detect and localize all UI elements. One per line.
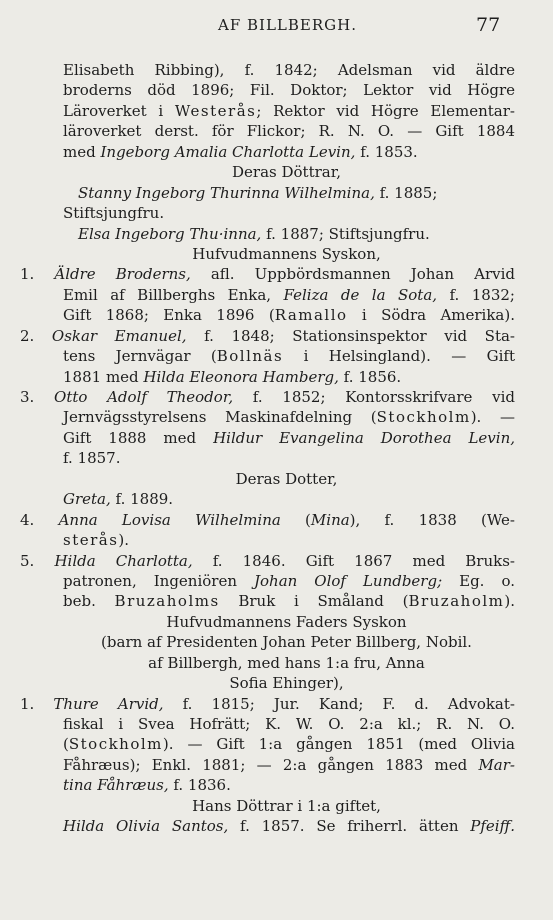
text-run: ; Rektor vid Högre Elementar- bbox=[256, 101, 515, 120]
text-line bbox=[0, 326, 553, 346]
text-line bbox=[0, 183, 553, 203]
text-run: 1. bbox=[20, 265, 55, 284]
text-run: Deras Döttrar, bbox=[232, 163, 341, 182]
text-run: 2. bbox=[20, 326, 52, 345]
italic-name: Äldre Broderns, bbox=[54, 265, 191, 284]
text-line bbox=[0, 448, 553, 468]
text-run: patronen, Ingeniören bbox=[63, 571, 254, 590]
text-run: beb. bbox=[63, 592, 115, 611]
text-run: med bbox=[63, 142, 101, 161]
spaced-place-name: sterås bbox=[63, 531, 119, 550]
italic-name: tina Fåhræus, bbox=[63, 776, 169, 795]
italic-name: Hilda Eleonora Hamberg, bbox=[143, 367, 339, 386]
text-line bbox=[0, 407, 553, 427]
page-number: 77 bbox=[476, 14, 501, 36]
text-run: f. 1857. bbox=[63, 449, 121, 468]
text-line bbox=[0, 367, 553, 387]
text-line bbox=[0, 305, 553, 325]
text-line bbox=[0, 469, 553, 489]
text-run: broderns död 1896; Fil. Doktor; Lektor vid Högre bbox=[63, 81, 515, 100]
italic-name: Greta, bbox=[63, 490, 111, 509]
text-run: f. 1885; bbox=[374, 183, 438, 202]
spaced-place-name: Bollnäs bbox=[216, 347, 284, 366]
running-header bbox=[0, 8, 553, 38]
text-run: f. 1848; Stationsinspektor vid Sta- bbox=[186, 326, 515, 345]
text-run: Gift 1888 med bbox=[63, 428, 214, 447]
italic-name: Elsa Ingeborg Thu·inna, bbox=[78, 224, 262, 243]
text-line bbox=[0, 632, 553, 652]
text-line bbox=[0, 264, 553, 284]
text-run: f. 1853. bbox=[355, 142, 418, 161]
text-line bbox=[0, 203, 553, 223]
text-run: f. 1815; Jur. Kand; F. d. Advokat- bbox=[163, 694, 515, 713]
text-run: f. 1856. bbox=[338, 367, 402, 386]
italic-name: Hildur Evangelina Dorothea Levin, bbox=[213, 428, 515, 447]
header-title: AF BILLBERGH. bbox=[218, 16, 357, 34]
text-line bbox=[0, 162, 553, 182]
italic-name: Johan Olof Lundberg; bbox=[253, 571, 443, 590]
text-run: afl. Uppbördsmannen Johan Arvid bbox=[190, 265, 515, 284]
text-run: Eg. o. bbox=[442, 571, 515, 590]
text-run: f. 1846. Gift 1867 med Bruks- bbox=[192, 551, 515, 570]
text-line bbox=[0, 714, 553, 734]
text-line bbox=[0, 244, 553, 264]
text-line bbox=[0, 694, 553, 714]
text-run: fiskal i Svea Hofrätt; K. W. O. 2:a kl.; R. N. O. bbox=[63, 715, 515, 733]
spaced-place-name: Westerås bbox=[174, 101, 257, 120]
text-run: 1. bbox=[20, 694, 54, 713]
italic-name: Pfeiff. bbox=[470, 817, 515, 836]
text-line bbox=[0, 591, 553, 611]
text-line bbox=[0, 734, 553, 754]
text-line bbox=[0, 80, 553, 100]
text-run: f. 1887; Stiftsjungfru. bbox=[261, 224, 430, 243]
text-run: f. 1852; Kontorsskrifvare vid bbox=[233, 388, 515, 406]
text-run: 4. bbox=[20, 510, 59, 529]
text-run: f. 1857. Se friherrl. ätten bbox=[228, 817, 471, 836]
text-line bbox=[0, 489, 553, 509]
text-run: i Södra Amerika). bbox=[347, 306, 516, 325]
italic-name: Stanny Ingeborg Thurinna Wilhelmina, bbox=[78, 183, 375, 202]
text-line bbox=[0, 755, 553, 775]
text-run: 3. bbox=[20, 388, 55, 406]
text-run: läroverket derst. för Flickor; R. N. O. — Gift 1884 bbox=[63, 122, 515, 141]
text-line bbox=[0, 796, 553, 816]
text-run: af Billbergh, med hans 1:a fru, Anna bbox=[148, 653, 425, 672]
italic-name: Hilda Olivia Santos, bbox=[63, 817, 229, 836]
text-line bbox=[0, 775, 553, 795]
spaced-place-name: Stockholm bbox=[376, 408, 471, 427]
text-run: 1881 med bbox=[63, 367, 144, 386]
text-line bbox=[0, 571, 553, 591]
italic-name: Mar- bbox=[478, 755, 515, 774]
spaced-place-name: Bruzaholms bbox=[114, 592, 220, 611]
text-line bbox=[0, 673, 553, 693]
text-line bbox=[0, 551, 553, 571]
text-run: Sofia Ehinger), bbox=[229, 674, 344, 693]
italic-name: Ingeborg Amalia Charlotta Levin, bbox=[100, 142, 356, 161]
text-line bbox=[0, 224, 553, 244]
text-line bbox=[0, 121, 553, 141]
text-line bbox=[0, 142, 553, 162]
text-run: Fåhræus); Enkl. 1881; — 2:a gången 1883 med bbox=[63, 755, 479, 774]
text-line bbox=[0, 612, 553, 632]
text-run: ). bbox=[504, 592, 515, 611]
italic-name: Mina bbox=[310, 510, 350, 529]
text-line bbox=[0, 101, 553, 121]
spaced-place-name: Ramallo bbox=[274, 306, 348, 325]
text-line bbox=[0, 530, 553, 550]
text-line bbox=[0, 653, 553, 673]
text-run: ( bbox=[280, 510, 311, 529]
spaced-place-name: Stockholm bbox=[68, 735, 163, 754]
text-run: ), f. 1838 (We- bbox=[349, 510, 515, 529]
text-run: Jernvägsstyrelsens Maskinafdelning ( bbox=[63, 408, 377, 427]
text-run: f. 1832; bbox=[437, 285, 515, 304]
text-run: i Helsingland). — Gift bbox=[283, 347, 515, 366]
text-line bbox=[0, 510, 553, 530]
text-run: ). — bbox=[470, 408, 515, 427]
text-run: (barn af Presidenten Johan Peter Billberg, Nobil. bbox=[101, 633, 472, 652]
body-text bbox=[0, 60, 553, 837]
spaced-place-name: Bruzaholm bbox=[408, 592, 505, 611]
text-run: ). — Gift 1:a gången 1851 (med Olivia bbox=[162, 735, 515, 754]
text-line bbox=[0, 346, 553, 366]
text-run: Hans Döttrar i 1:a giftet, bbox=[192, 796, 381, 815]
italic-name: Hilda Charlotta, bbox=[54, 551, 193, 570]
text-line bbox=[0, 816, 553, 836]
text-run: 5. bbox=[20, 551, 55, 570]
italic-name: Anna Lovisa Wilhelmina bbox=[58, 510, 281, 529]
text-run: ( bbox=[63, 735, 69, 754]
text-run: Gift 1868; Enka 1896 ( bbox=[63, 306, 275, 325]
text-run: tens Jernvägar ( bbox=[63, 347, 217, 366]
text-run: Deras Dotter, bbox=[235, 469, 338, 488]
text-line bbox=[0, 428, 553, 448]
italic-name: Thure Arvid, bbox=[53, 694, 164, 713]
text-run: f. 1836. bbox=[168, 776, 231, 795]
text-run: Elisabeth Ribbing), f. 1842; Adelsman vid äldre bbox=[63, 61, 515, 79]
text-run: Bruk i Småland ( bbox=[219, 592, 409, 611]
text-line bbox=[0, 387, 553, 407]
text-run: Emil af Billberghs Enka, bbox=[63, 285, 284, 304]
italic-name: Feliza de la Sota, bbox=[283, 285, 438, 304]
text-run: f. 1889. bbox=[110, 490, 174, 509]
text-run: Hufvudmannens Faders Syskon bbox=[166, 612, 407, 631]
text-run: ). bbox=[118, 531, 130, 550]
text-run: Hufvudmannens Syskon, bbox=[192, 244, 381, 263]
text-line bbox=[0, 60, 553, 80]
italic-name: Oskar Emanuel, bbox=[51, 326, 187, 345]
text-run: Stiftsjungfru. bbox=[63, 204, 165, 223]
text-line bbox=[0, 285, 553, 305]
italic-name: Otto Adolf Theodor, bbox=[54, 388, 234, 406]
text-run: Läroverket i bbox=[63, 101, 175, 120]
